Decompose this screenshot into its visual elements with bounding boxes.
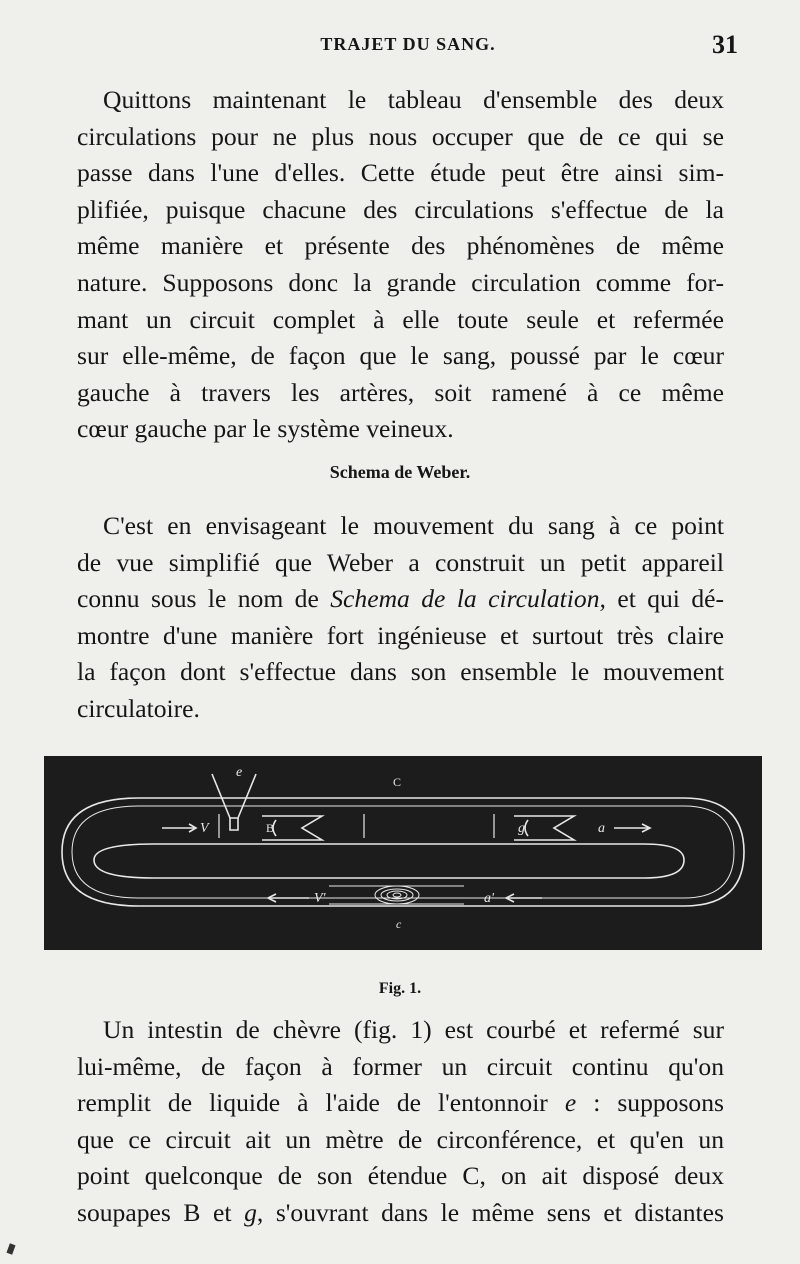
- ink-mark: [6, 1243, 15, 1254]
- tube-wall: [72, 806, 734, 898]
- funnel-neck: [230, 818, 238, 830]
- text-line: la façon dont s'effectue dans son ensemble le mouvement: [77, 657, 724, 687]
- text-line: gauche à travers les artères, soit ramené à ce même: [77, 377, 724, 407]
- text-line: lui-même, de façon à former un circuit continu qu'on: [77, 1051, 724, 1081]
- text-line: cœur gauche par le système veineux.: [77, 414, 454, 444]
- valve-g-flap: [525, 820, 528, 836]
- text-line: point quelconque de son étendue C, on ait disposé deux: [77, 1161, 724, 1191]
- figure-caption: Fig. 1.: [378, 980, 422, 997]
- text-line: C'est en envisageant le mouvement du sang à ce point: [103, 511, 724, 540]
- text-line: nature. Supposons donc la grande circulation comme for-: [77, 267, 724, 297]
- text-fragment: et qui dé-: [617, 584, 724, 614]
- label-bottom-center: c: [396, 917, 402, 931]
- text-line: montre d'une manière fort ingénieuse et surtout très claire: [77, 620, 724, 650]
- text-fragment: , s'ouvrant dans le même sens et distantes: [256, 1197, 724, 1227]
- text-fragment: connu sous le nom de: [77, 584, 319, 614]
- text-line: plifiée, puisque chacune des circulations s'effectue de la: [77, 194, 724, 224]
- label-top-center: C: [393, 775, 402, 789]
- text-line: que ce circuit ait un mètre de circonférence, et qu'en un: [77, 1124, 724, 1154]
- text-line: [77, 1195, 724, 1232]
- label-valve-b: B: [266, 821, 275, 835]
- italic-letter: g: [244, 1197, 257, 1227]
- paragraph-weber: [77, 508, 724, 728]
- text-fragment: remplit de liquide à l'aide de l'entonnoir: [77, 1088, 548, 1118]
- text-line: mant un circuit complet à elle toute seule et refermée: [77, 304, 724, 334]
- text-line: Un intestin de chèvre (fig. 1) est courbé et refermé sur: [103, 1015, 724, 1044]
- running-title: TRAJET DU SANG.: [320, 34, 496, 54]
- label-arrow-bottom-left: V': [314, 891, 326, 906]
- sponge: [375, 886, 419, 904]
- label-funnel: e: [236, 765, 243, 780]
- section-title: Schema de Weber.: [329, 462, 471, 482]
- circuit-diagram: [44, 756, 762, 950]
- inner-tube: [94, 844, 684, 878]
- text-line: même manière et présente des phénomènes de même: [77, 231, 724, 261]
- text-line: de vue simplifié que Weber a construit un petit appareil: [77, 547, 724, 577]
- text-fragment: : supposons: [593, 1088, 724, 1118]
- italic-title: Schema de la circulation,: [330, 584, 606, 614]
- running-head: [78, 30, 738, 68]
- label-valve-g: g: [518, 821, 525, 836]
- weber-schema-figure: [44, 756, 762, 950]
- text-line: sur elle-même, de façon que le sang, poussé par le cœur: [77, 341, 724, 371]
- text-line: [77, 581, 724, 618]
- paragraph-intro: [77, 82, 724, 448]
- text-line: circulations pour ne plus nous occuper que de ce qui se: [77, 121, 724, 151]
- tube-joint: [219, 814, 494, 838]
- page-number: 31: [712, 30, 738, 59]
- text-line: Quittons maintenant le tableau d'ensemble des deux: [103, 85, 724, 114]
- paragraph-description: [77, 1012, 724, 1232]
- text-line: [77, 1085, 724, 1122]
- funnel: [212, 774, 256, 818]
- label-arrow-top-left: V: [200, 821, 209, 836]
- label-arrow-top-right: a: [598, 821, 605, 836]
- text-fragment: soupapes B et: [77, 1197, 232, 1227]
- italic-letter: e: [564, 1088, 577, 1118]
- text-line: passe dans l'une d'elles. Cette étude peut être ainsi sim-: [77, 158, 724, 188]
- text-line: circulatoire.: [77, 693, 200, 723]
- label-arrow-bottom-right: a': [484, 891, 494, 906]
